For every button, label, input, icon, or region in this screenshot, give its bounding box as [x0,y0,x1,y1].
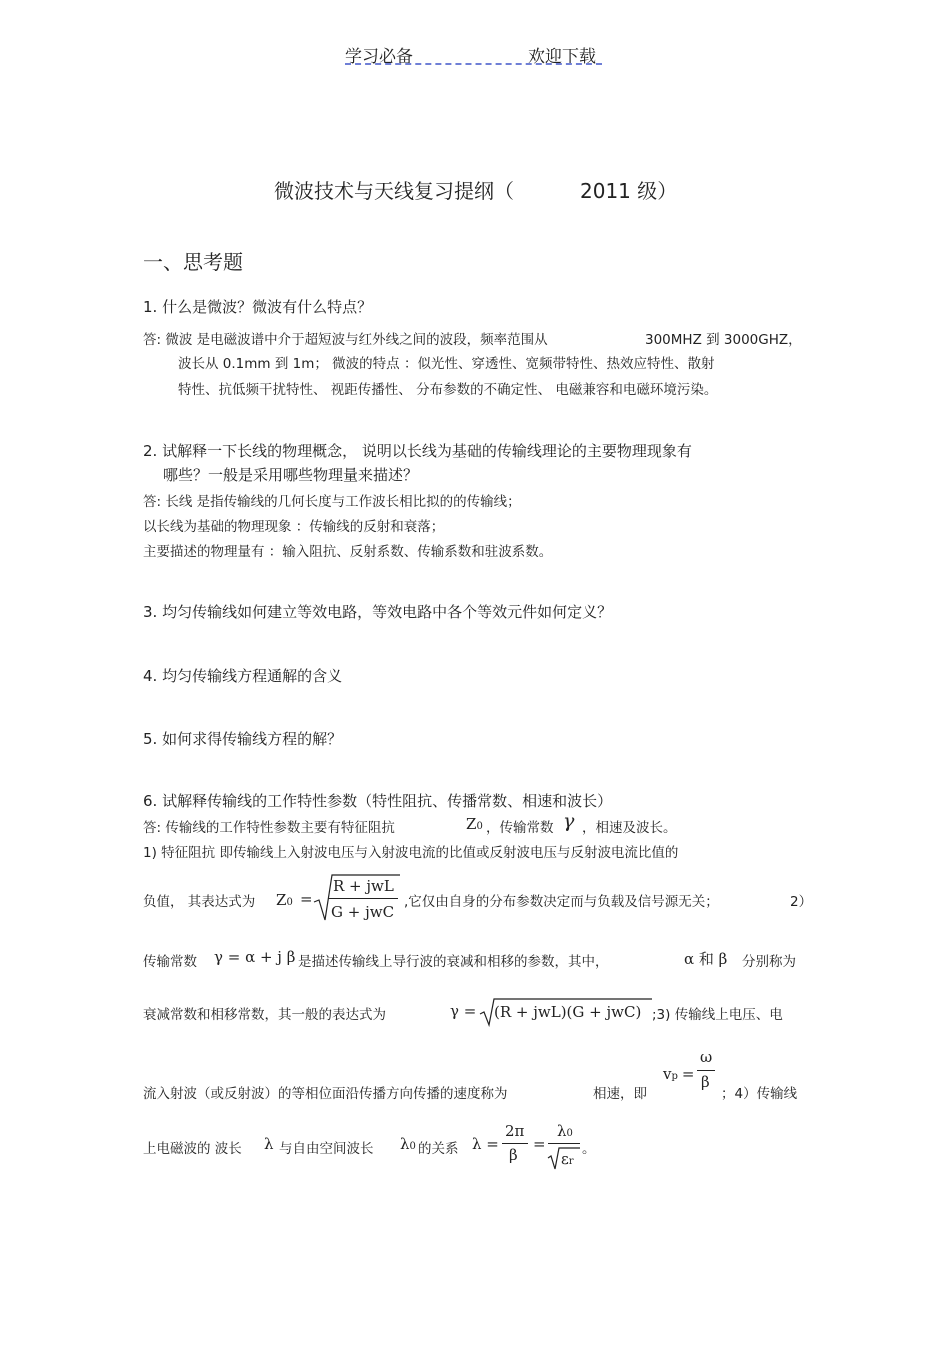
header-divider [345,63,602,65]
gamma-equation: γ = α + j β [214,948,296,966]
lambda0-symbol: λ0 [400,1135,416,1153]
answer-6-line-2: 1) 特征阻抗 即传输线上入射波电压与入射波电流的比值或反射波电压与反射波电流比值的 [143,845,679,861]
answer-6-line-3b: ,它仅由自身的分布参数决定而与负载及信号源无关； [404,894,719,910]
z0-formula-symbol: Z0 [276,891,293,909]
vp-symbol: vp = [663,1065,695,1083]
lambda-den1: β [509,1146,518,1164]
question-3: 3. 均匀传输线如何建立等效电路，等效电路中各个等效元件如何定义？ [143,603,613,621]
answer-2-line-1: 答: 长线 是指传输线的几何长度与工作波长相比拟的的传输线； [143,494,521,510]
lambda-den2: εr [561,1150,574,1168]
answer-6-line-7b: 与自由空间波长 [279,1141,374,1157]
answer-6-line-4c: 分别称为 [742,954,796,970]
answer-6-line-3a: 负值， 其表达式为 [143,894,256,910]
answer-1-line-3: 特性、抗低频干扰特性、 视距传播性、 分布参数的不确定性、 电磁兼容和电磁环境污染。 [178,382,718,398]
lambda-num2: λ0 [557,1122,573,1140]
lambda-eq2: = [533,1135,546,1153]
answer-6-line-4b: 是描述传输线上导行波的衰减和相移的参数，其中， [298,954,609,970]
question-4: 4. 均匀传输线方程通解的含义 [143,667,343,685]
lambda-symbol: λ [264,1135,274,1153]
answer-6-line-5a: 衰减常数和相移常数，其一般的表达式为 [143,1007,386,1023]
question-1: 1. 什么是微波？微波有什么特点？ [143,298,373,316]
header-left: 学习必备 [345,47,413,67]
question-6: 6. 试解释传输线的工作特性参数（特性阻抗、传播常数、相速和波长） [143,792,613,810]
answer-1-line-1b: 300MHZ 到 3000GHZ， [645,332,802,348]
gamma-symbol: γ [563,810,575,832]
section-heading: 一、思考题 [143,250,243,274]
lambda-eq: λ = [472,1135,499,1153]
answer-6-line-6a: 流入射波（或反射波）的等相位面沿传播方向传播的速度称为 [143,1086,508,1102]
answer-6-line-5b: ;3) 传输线上电压、电 [652,1007,783,1023]
answer-6-line-7a: 上电磁波的 波长 [143,1141,242,1157]
page-title: 微波技术与天线复习提纲（ [274,179,514,203]
answer-1-line-1: 答: 微波 是电磁波谱中介于超短波与红外线之间的波段，频率范围从 [143,332,548,348]
answer-1-line-2: 波长从 0.1mm 到 1m； 微波的特点 ：似光性、穿透性、宽频带特性、热效应特性、散射 [178,356,715,372]
answer-6-line-6b: 相速，即 [593,1086,647,1102]
page-title-year: 2011 级） [580,179,678,203]
alpha-beta: α 和 β [684,950,728,968]
question-2-line-1: 2. 试解释一下长线的物理概念， 说明以长线为基础的传输线理论的主要物理现象有 [143,442,692,460]
fraction-bar [328,898,398,899]
answer-6-line-3c: 2） [790,894,813,910]
gamma-expr-lhs: γ = [450,1002,477,1020]
z0-symbol: Z0 [466,815,483,833]
lambda-end: 。 [582,1141,596,1157]
sqrt-denominator: G + jwC [331,903,395,921]
answer-2-line-3: 主要描述的物理量有 ：输入阻抗、反射系数、传输系数和驻波系数。 [143,544,553,560]
vp-denominator: β [701,1073,710,1091]
answer-6-line-7c: 的关系 [418,1141,459,1157]
answer-2-line-2: 以长线为基础的物理现象 ：传输线的反射和衰落； [143,519,445,535]
gamma-expr-radicand: (R + jwL)(G + jwC) [494,1003,642,1021]
vp-numerator: ω [700,1048,713,1066]
vp-fraction-bar [697,1070,715,1071]
header-right: 欢迎下载 [528,47,596,67]
lambda-fraction-bar-1 [502,1143,528,1144]
sqrt-numerator: R + jwL [333,877,394,895]
answer-6-line-4a: 传输常数 [143,954,197,970]
question-5: 5. 如何求得传输线方程的解？ [143,730,343,748]
answer-6-line-1a: 答: 传输线的工作特性参数主要有特征阻抗 [143,820,395,836]
answer-6-line-1e: ，相速及波长。 [582,820,677,836]
lambda-num1: 2π [505,1122,525,1140]
z0-formula-equals: = [300,890,313,908]
question-2-line-2: 哪些？一般是采用哪些物理量来描述？ [163,466,419,484]
answer-6-line-1c: ，传输常数 [486,820,554,836]
answer-6-line-6c: ；4）传输线 [721,1086,798,1102]
